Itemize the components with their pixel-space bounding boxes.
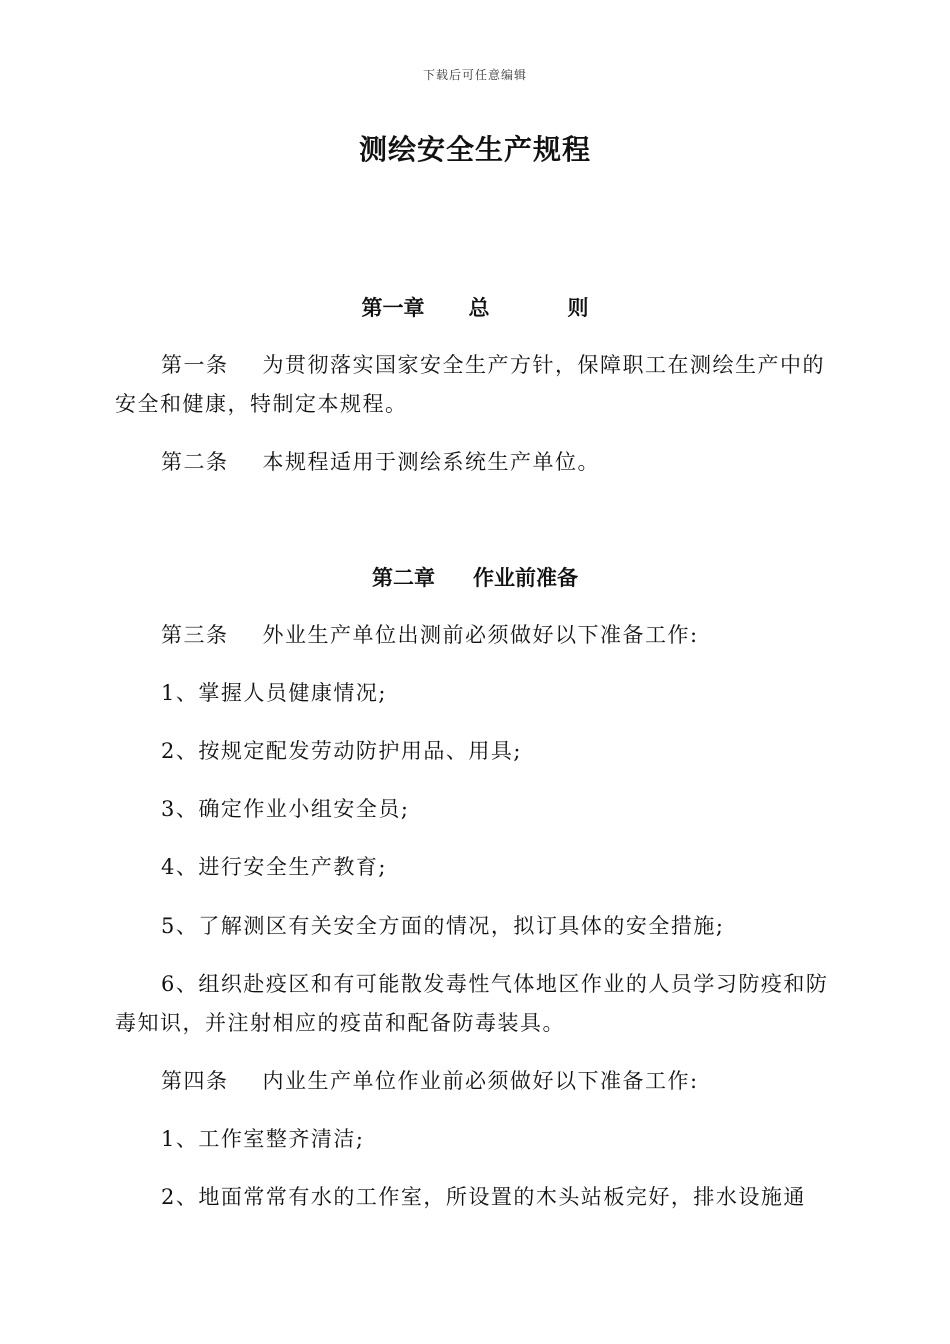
list-item: 2、按规定配发劳动防护用品、用具; — [161, 739, 522, 763]
article-label: 第三条 — [161, 623, 229, 647]
article-text: 为贯彻落实国家安全生产方针，保障职工在测绘生产中的安全和健康，特制定本规程。 — [115, 353, 825, 416]
document-title: 测绘安全生产规程 — [358, 133, 591, 166]
article-4 — [115, 1062, 835, 1101]
article-label: 第一条 — [161, 353, 229, 377]
chapter-name: 作业前准备 — [473, 566, 578, 590]
article-label: 第二条 — [161, 450, 229, 474]
chapter-1-heading — [0, 292, 950, 322]
chapter-name: 总则 — [468, 296, 667, 320]
list-item: 3、确定作业小组安全员; — [161, 797, 410, 821]
list-item: 2、地面常常有水的工作室，所设置的木头站板完好，排水设施通 — [161, 1185, 806, 1209]
article-text: 内业生产单位作业前必须做好以下准备工作: — [262, 1069, 699, 1093]
article-2 — [115, 443, 835, 482]
article-1 — [115, 346, 835, 424]
list-item: 5、了解测区有关安全方面的情况，拟订具体的安全措施; — [161, 914, 725, 938]
article-3 — [115, 616, 835, 655]
list-item: 4、进行安全生产教育; — [161, 855, 387, 879]
list-item-long — [115, 965, 835, 1043]
chapter-number: 第二章 — [372, 566, 435, 590]
chapter-2-heading — [0, 562, 950, 592]
article-label: 第四条 — [161, 1069, 229, 1093]
header-note: 下载后可任意编辑 — [422, 68, 527, 82]
chapter-number: 第一章 — [361, 296, 425, 320]
list-item: 1、工作室整齐清洁; — [161, 1127, 365, 1151]
list-item: 1、掌握人员健康情况; — [161, 681, 387, 705]
list-item-text: 6、组织赴疫区和有可能散发毒性气体地区作业的人员学习防疫和防毒知识，并注射相应的疫苗和配备防毒装具。 — [115, 972, 829, 1035]
article-text: 本规程适用于测绘系统生产单位。 — [262, 450, 600, 474]
article-text: 外业生产单位出测前必须做好以下准备工作: — [262, 623, 699, 647]
